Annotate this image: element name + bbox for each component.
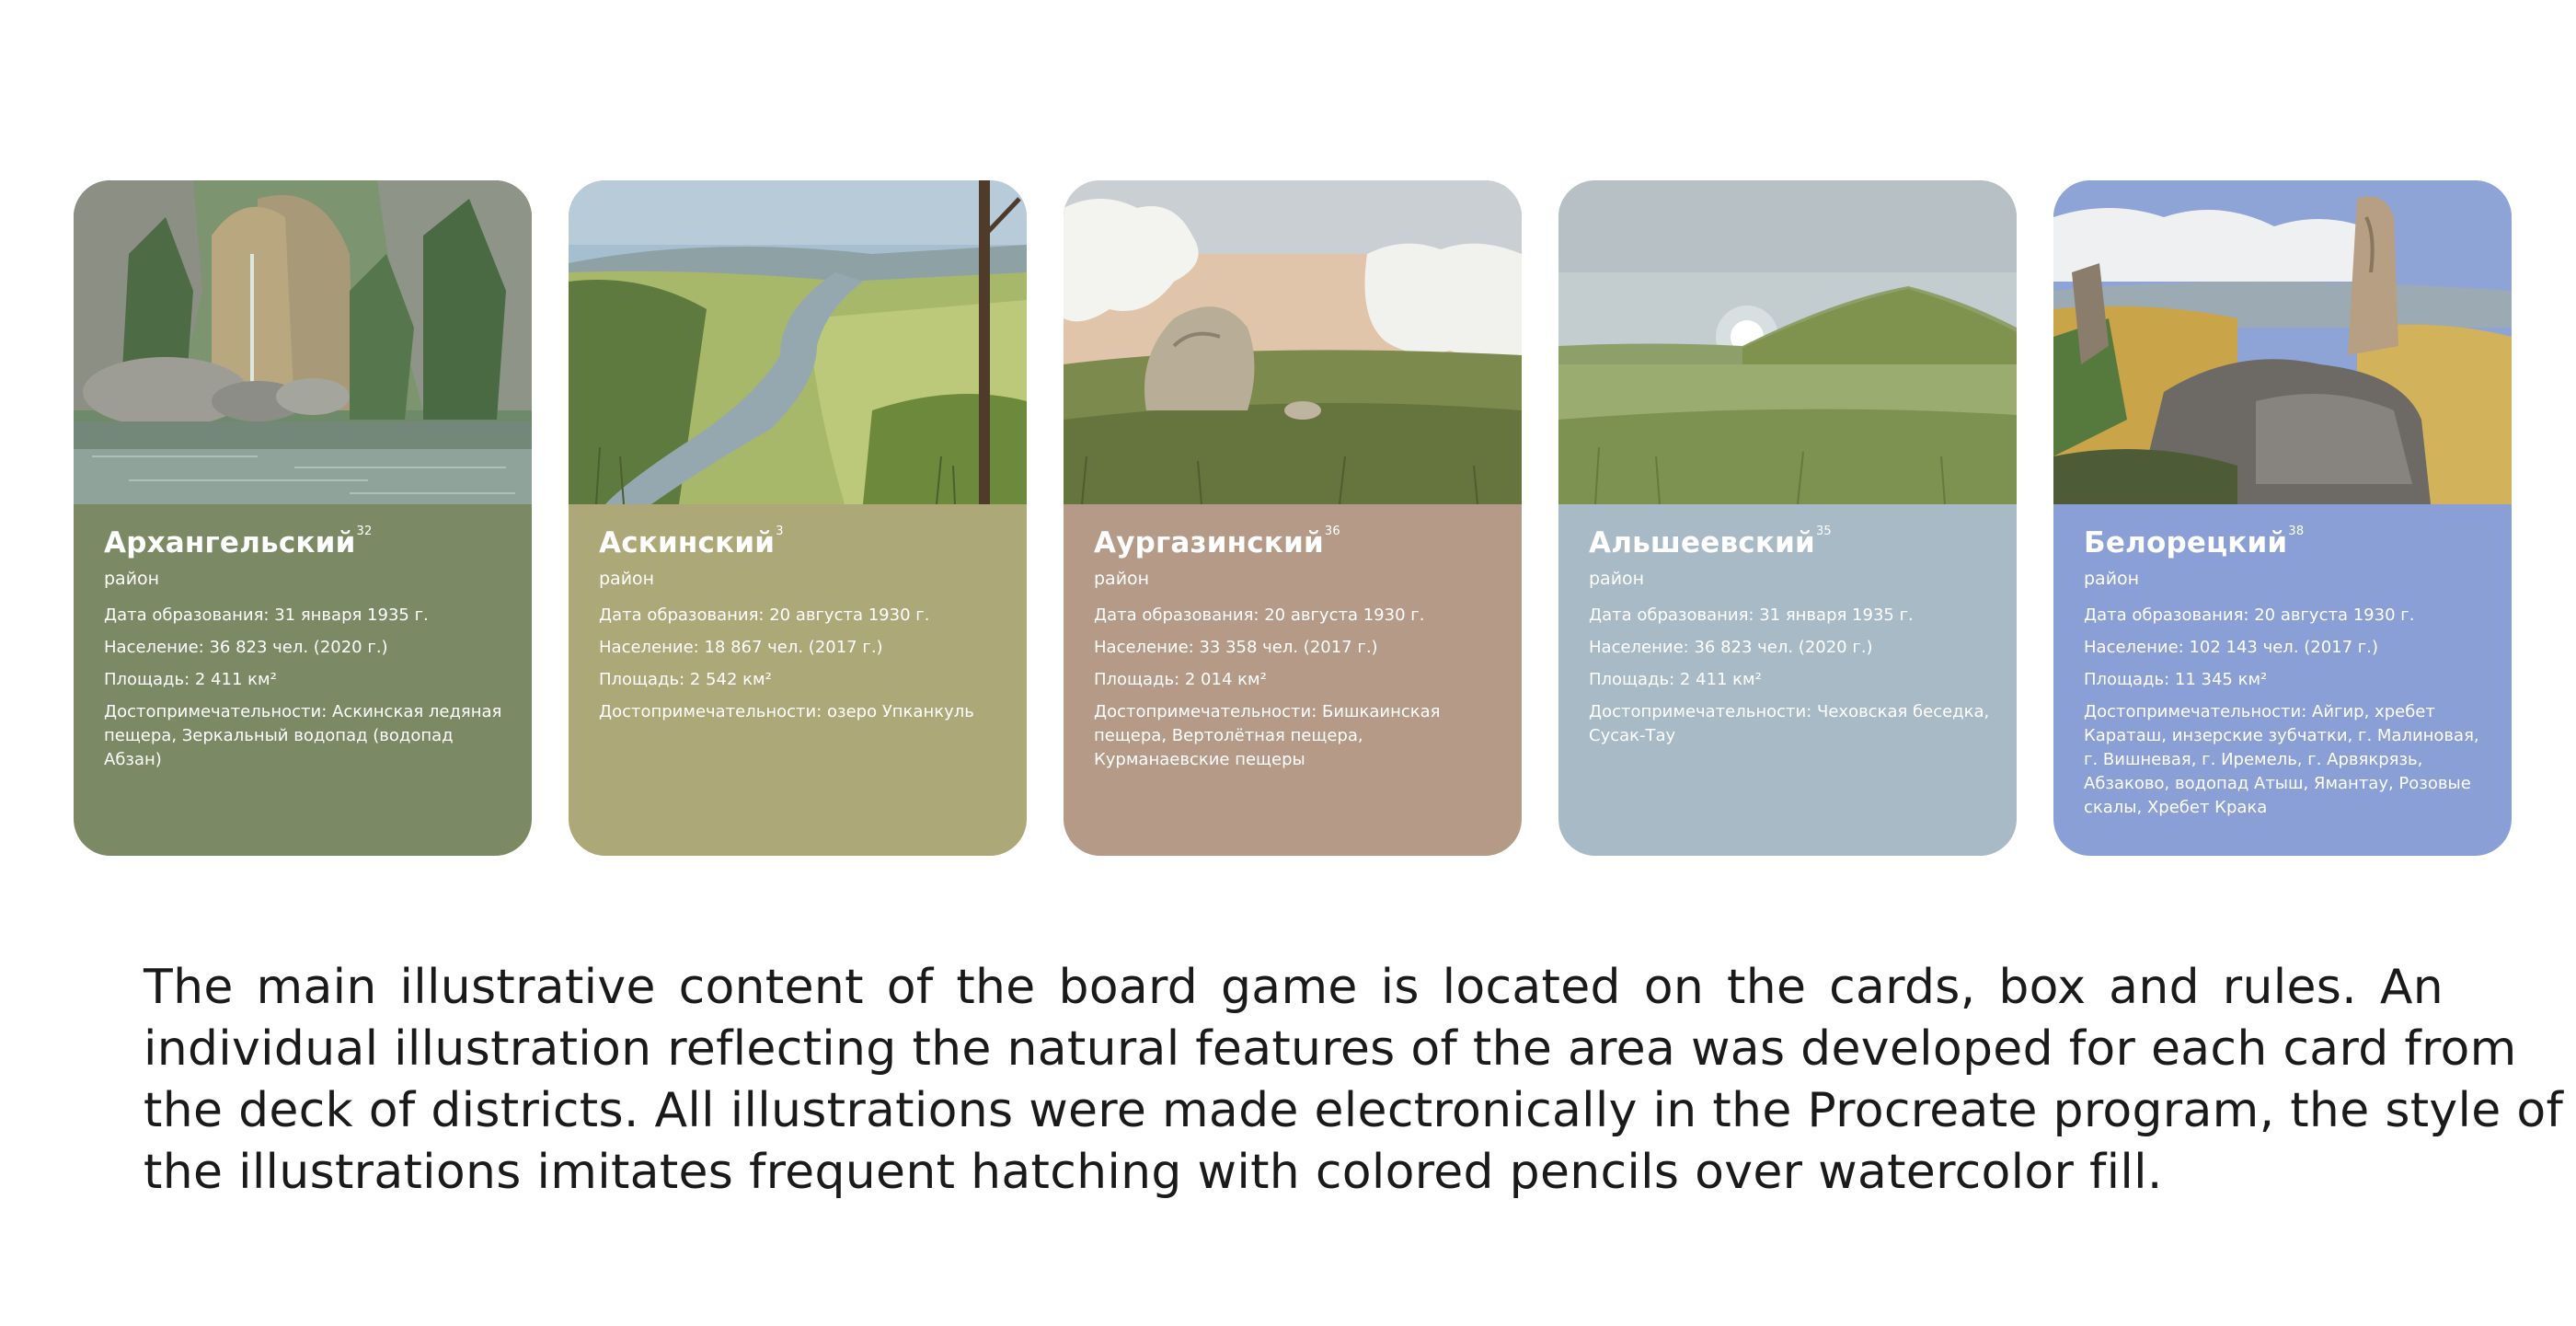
district-number: 35 (1815, 525, 1832, 538)
sights: Достопримечательности: Айгир, хребет Караташ, инзерские зубчатки, г. Малиновая, г. Вишневая, г. Иремель, г. Арвякрязь, Абзаково, водопад Атыш, Ямантау, Розовые скалы, Хребет Крака (2084, 702, 2479, 817)
rock-meadow-illustration (1064, 180, 1522, 504)
district-facts (599, 604, 1004, 724)
founded-date: Дата образования: 20 августа 1930 г. (1094, 605, 1425, 625)
description-line: the illustrations imitates frequent hatching with colored pencils over watercolor fill. (144, 1145, 2163, 1200)
area: Площадь: 2 542 км² (599, 670, 772, 689)
district-facts (2084, 604, 2489, 820)
area: Площадь: 2 014 км² (1094, 670, 1267, 689)
district-type: район (104, 569, 160, 589)
district-number: 32 (356, 525, 373, 538)
population: Население: 33 358 чел. (2017 г.) (1094, 638, 1378, 657)
district-card-alsheevsky (1558, 180, 2017, 856)
district-card-aurgazinsky (1064, 180, 1522, 856)
district-type: район (1094, 569, 1150, 589)
card-info (74, 504, 532, 856)
district-number: 38 (2288, 525, 2305, 538)
district-type: район (1589, 569, 1645, 589)
sights: Достопримечательности: Бишкаинская пещера, Вертолётная пещера, Курманаевские пещеры (1094, 702, 1441, 769)
district-facts (104, 604, 509, 772)
sights: Достопримечательности: озеро Упканкуль (599, 702, 974, 721)
population: Население: 36 823 чел. (2020 г.) (104, 638, 388, 657)
founded-date: Дата образования: 31 января 1935 г. (1589, 605, 1914, 625)
district-name: Аургазинский$^{36}$ (1094, 525, 1340, 559)
district-name: Белорецкий$^{38}$ (2084, 525, 2305, 559)
description-paragraph (144, 957, 2564, 1204)
population: Население: 18 867 чел. (2017 г.) (599, 638, 883, 657)
population: Население: 102 143 чел. (2017 г.) (2084, 638, 2379, 657)
district-card-arkhangelsky (74, 180, 532, 856)
waterfall-illustration (74, 180, 532, 504)
card-info (2053, 504, 2512, 856)
district-type: район (2084, 569, 2140, 589)
hill-field-illustration (1558, 180, 2017, 504)
district-facts (1589, 604, 1994, 748)
area: Площадь: 11 345 км² (2084, 670, 2268, 689)
district-name: Альшеевский$^{35}$ (1589, 525, 1832, 559)
district-card-beloretsky (2053, 180, 2512, 856)
district-card-askinsky (569, 180, 1027, 856)
founded-date: Дата образования: 31 января 1935 г. (104, 605, 429, 625)
district-cards (74, 180, 2502, 856)
district-name: Архангельский$^{32}$ (104, 525, 373, 559)
description-line: individual illustration reflecting the natural features of the area was developed for each card from (144, 1021, 2517, 1077)
card-info (1558, 504, 2017, 856)
card-info (1064, 504, 1522, 856)
district-facts (1094, 604, 1499, 772)
river-illustration (569, 180, 1027, 504)
district-number: 3 (776, 525, 784, 538)
district-type: район (599, 569, 655, 589)
founded-date: Дата образования: 20 августа 1930 г. (2084, 605, 2415, 625)
sights: Достопримечательности: Чеховская беседка, Сусак-Тау (1589, 702, 1990, 745)
card-info (569, 504, 1027, 856)
founded-date: Дата образования: 20 августа 1930 г. (599, 605, 930, 625)
description-line: the deck of districts. All illustrations were made electronically in the Procreate program, the style of (144, 1083, 2564, 1138)
rock-towers-illustration (2053, 180, 2512, 504)
population: Население: 36 823 чел. (2020 г.) (1589, 638, 1873, 657)
area: Площадь: 2 411 км² (1589, 670, 1762, 689)
area: Площадь: 2 411 км² (104, 670, 277, 689)
district-name: Аскинский$^3$ (599, 525, 784, 559)
description-line: The main illustrative content of the board game is located on the cards, box and rules. An (144, 960, 2444, 1015)
district-number: 36 (1324, 525, 1340, 538)
sights: Достопримечательности: Аскинская ледяная пещера, Зеркальный водопад (водопад Абзан) (104, 702, 502, 769)
